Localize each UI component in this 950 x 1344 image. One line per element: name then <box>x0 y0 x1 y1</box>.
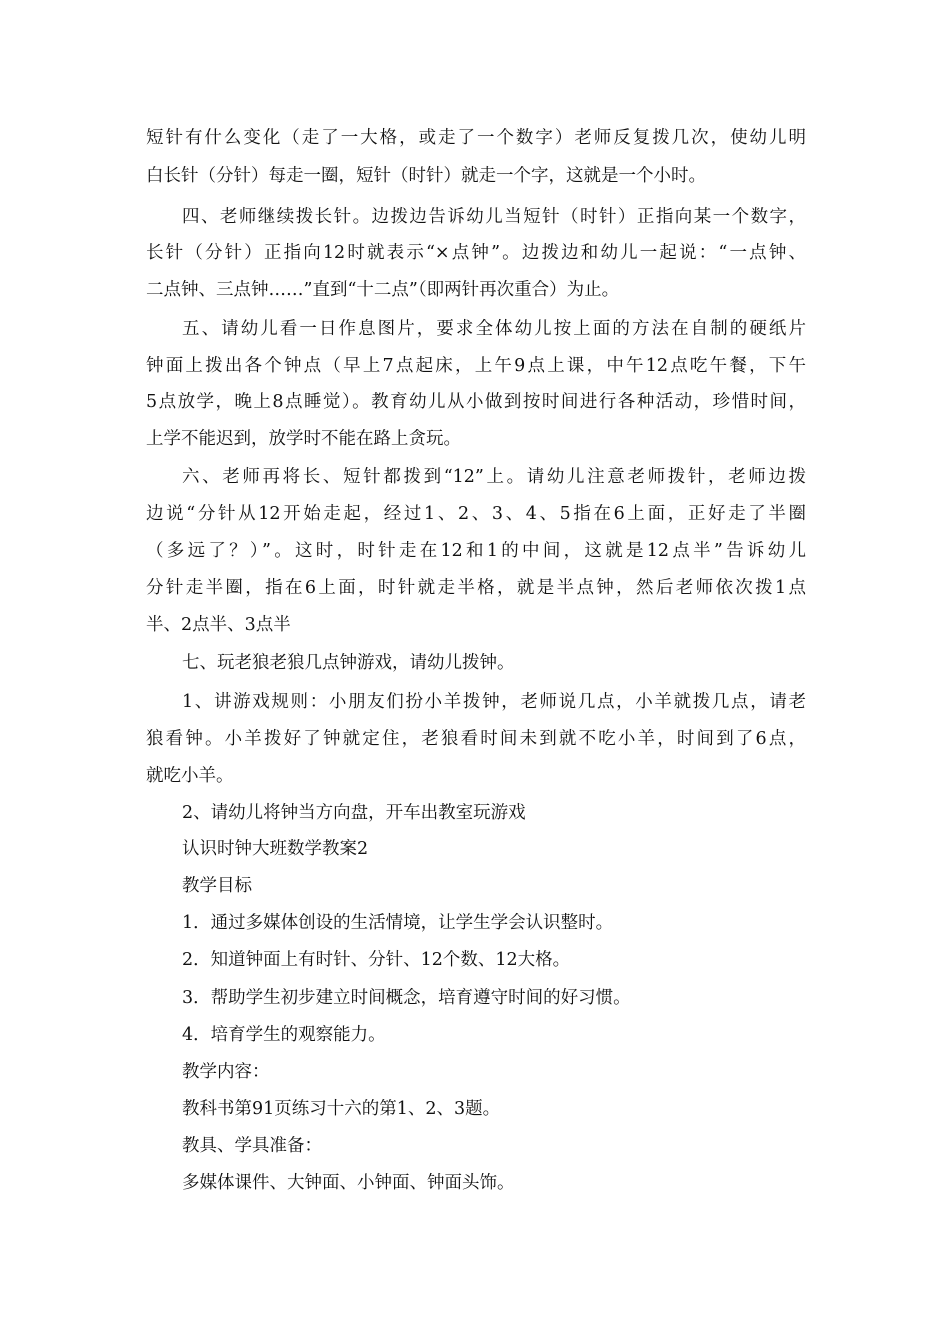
text-line: 边说“分针从12开始走起，经过1、2、3、4、5指在6上面，正好走了半圈 <box>146 504 806 524</box>
game-rule-1-line: 1、讲游戏规则：小朋友们扮小羊拨钟，老师说几点，小羊就拨几点，请老 <box>182 692 806 712</box>
text-line: 短针有什么变化（走了一大格，或走了一个数字）老师反复拨几次，使幼儿明 <box>146 128 806 148</box>
text-line: 二点钟、三点钟……”直到“十二点”（即两针再次重合）为止。 <box>146 280 620 300</box>
text-line: 就吃小羊。 <box>146 766 234 786</box>
section-title: 认识时钟大班数学教案2 <box>182 839 369 859</box>
text-line: 长针（分针）正指向12时就表示“×点钟”。边拨边和幼儿一起说：“一点钟、 <box>146 243 806 263</box>
game-rule-2-line: 2、请幼儿将钟当方向盘，开车出教室玩游戏 <box>182 803 526 823</box>
text-line: 5点放学，晚上8点睡觉）。教育幼儿从小做到按时间进行各种活动，珍惜时间， <box>146 392 806 412</box>
text-line: 分针走半圈，指在6上面，时针就走半格，就是半点钟，然后老师依次拨1点 <box>146 578 806 598</box>
text-line: （多远了？）”。这时，时针走在12和1的中间，这就是12点半”告诉幼儿 <box>146 541 806 561</box>
objective-1: 1．通过多媒体创设的生活情境，让学生学会认识整时。 <box>182 913 614 933</box>
text-line: 狼看钟。小羊拨好了钟就定住，老狼看时间未到就不吃小羊，时间到了6点， <box>146 729 806 749</box>
content-text: 教科书第91页练习十六的第1、2、3题。 <box>182 1099 501 1119</box>
paragraph-6-line: 六、老师再将长、短针都拨到“12”上。请幼儿注意老师拨针，老师边拨 <box>182 467 806 487</box>
text-line: 上学不能迟到，放学时不能在路上贪玩。 <box>146 429 461 449</box>
paragraph-5-line: 五、请幼儿看一日作息图片，要求全体幼儿按上面的方法在自制的硬纸片 <box>182 319 806 339</box>
objective-4: 4．培育学生的观察能力。 <box>182 1025 386 1045</box>
text-line: 钟面上拨出各个钟点（早上7点起床，上午9点上课，中午12点吃午餐，下午 <box>146 356 806 376</box>
materials-text: 多媒体课件、大钟面、小钟面、钟面头饰。 <box>182 1173 515 1193</box>
objective-2: 2．知道钟面上有时针、分针、12个数、12大格。 <box>182 950 571 970</box>
heading-objectives: 教学目标 <box>182 876 252 896</box>
paragraph-7-line: 七、玩老狼老狼几点钟游戏，请幼儿拨钟。 <box>182 653 515 673</box>
paragraph-4-line: 四、老师继续拨长针。边拨边告诉幼儿当短针（时针）正指向某一个数字， <box>182 207 806 227</box>
objective-3: 3．帮助学生初步建立时间概念，培育遵守时间的好习惯。 <box>182 988 631 1008</box>
text-line: 白长针（分针）每走一圈，短针（时针）就走一个字，这就是一个小时。 <box>146 166 706 186</box>
heading-content: 教学内容： <box>182 1062 270 1082</box>
heading-materials: 教具、学具准备： <box>182 1136 322 1156</box>
text-line: 半、2点半、3点半 <box>146 615 291 635</box>
